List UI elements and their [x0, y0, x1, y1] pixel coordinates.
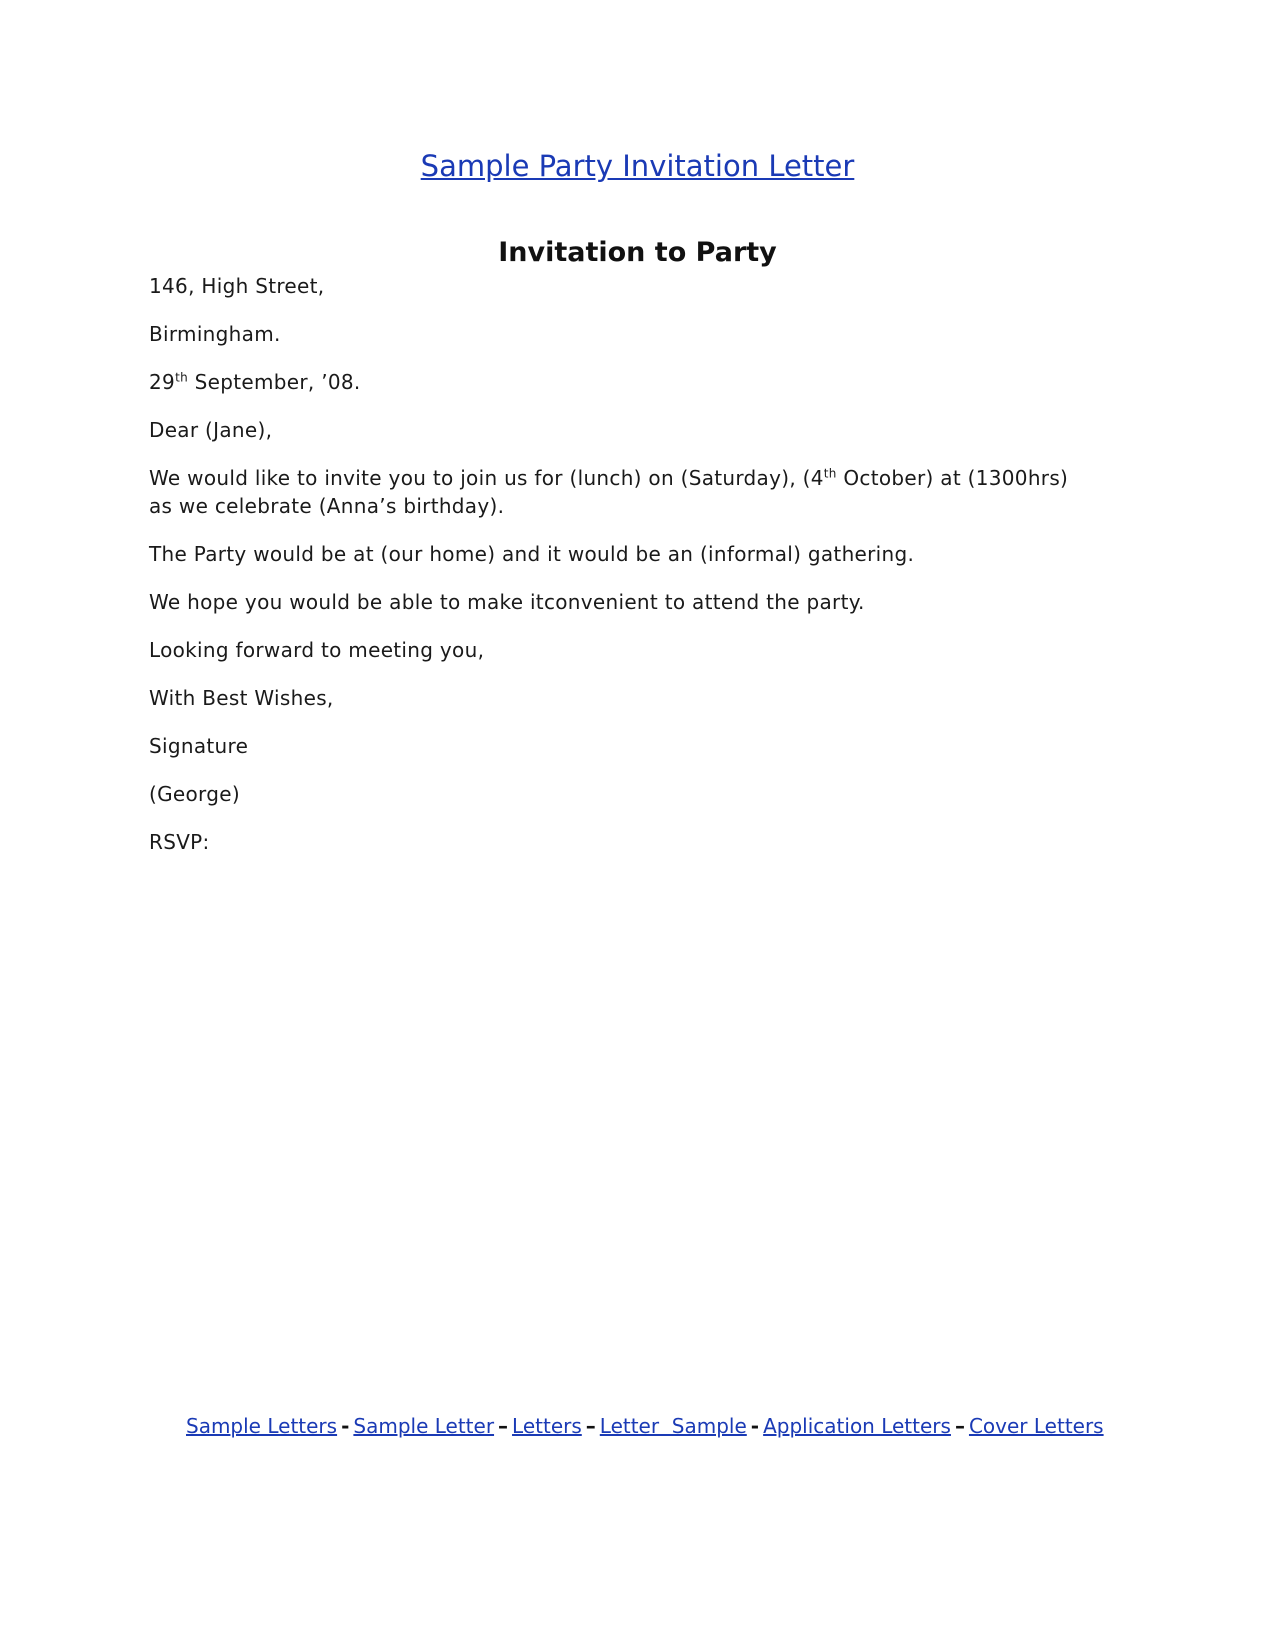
paragraph-invite-line-2: as we celebrate (Anna’s birthday). — [149, 494, 505, 518]
footer-link-cover-letters[interactable]: Cover Letters — [968, 1414, 1104, 1438]
letter-heading: Invitation to Party — [498, 237, 777, 268]
closing-line-1: Looking forward to meeting you, — [149, 638, 485, 662]
footer-separator: – — [498, 1414, 509, 1438]
date-day: 29 — [149, 370, 176, 394]
footer-separator: - — [341, 1414, 350, 1438]
date-rest: September, ’08. — [187, 370, 361, 394]
signature-label: Signature — [149, 734, 249, 758]
footer-links — [186, 1412, 1116, 1441]
signer-name: (George) — [149, 782, 240, 806]
address-line-1: 146, High Street, — [149, 274, 325, 298]
paragraph-invite-part-2: October) at (1300hrs) — [836, 466, 1069, 490]
footer-separator: - — [750, 1414, 760, 1438]
footer-separator: – — [585, 1414, 596, 1438]
rsvp-label: RSVP: — [149, 830, 210, 854]
date-suffix: th — [175, 370, 188, 385]
footer-link-letters[interactable]: Letters — [512, 1414, 582, 1438]
title-link[interactable]: Sample Party Invitation Letter — [420, 149, 855, 183]
paragraph-venue: The Party would be at (our home) and it would be an (informal) gathering. — [149, 542, 915, 566]
footer-link-sample-letter[interactable]: Sample Letter — [353, 1414, 495, 1438]
closing-line-2: With Best Wishes, — [149, 686, 334, 710]
paragraph-invite-line-1 — [149, 464, 1109, 492]
salutation: Dear (Jane), — [149, 418, 273, 442]
paragraph-hope: We hope you would be able to make itconvenient to attend the party. — [149, 590, 865, 614]
paragraph-invite-part-1: We would like to invite you to join us for (lunch) on (Saturday), (4 — [149, 466, 824, 490]
footer-link-letter-sample[interactable]: Letter Sample — [599, 1414, 747, 1438]
footer-link-sample-letters[interactable]: Sample Letters — [186, 1414, 338, 1438]
address-line-2: Birmingham. — [149, 322, 281, 346]
letter-date — [149, 368, 1109, 396]
paragraph-invite-suffix: th — [823, 466, 837, 481]
footer-separator: – — [954, 1414, 965, 1438]
footer-link-application-letters[interactable]: Application Letters — [763, 1414, 951, 1438]
